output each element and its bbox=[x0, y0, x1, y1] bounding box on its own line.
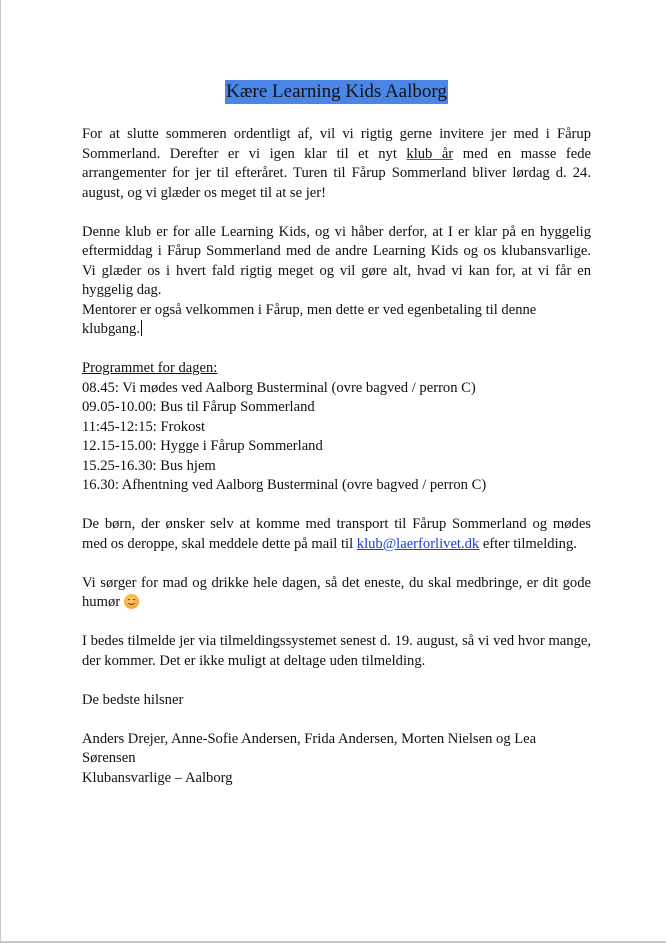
paragraph-spacer bbox=[82, 496, 591, 516]
klub-aar-link[interactable]: klub år bbox=[406, 145, 454, 162]
document-title[interactable]: Kære Learning Kids Aalborg bbox=[226, 81, 447, 102]
mentors-text: Mentorer er også velkommen i Fårup, men dette er ved egenbetaling til denne klubgang. bbox=[82, 301, 537, 337]
paragraph-spacer bbox=[82, 671, 591, 691]
signature-role: Klubansvarlige – Aalborg bbox=[82, 769, 233, 786]
program-item: 16.30: Afhentning ved Aalborg Busterminal (ovre bagved / perron C) bbox=[82, 477, 487, 493]
program-item: 09.05-10.00: Bus til Fårup Sommerland bbox=[82, 399, 315, 415]
closing-greeting: De bedste hilsner bbox=[82, 691, 184, 708]
paragraph-club-info: Denne klub er for alle Learning Kids, og vi håber derfor, at I er klar på en hyggelig eftermiddag i Fårup Sommerland med de andre Learning Kids og os klubansvarlige. Vi glæder os i hvert fald rigtig meget og vil gøre alt, hvad vi kan for, at vi får en hyggelig dag. bbox=[82, 223, 591, 298]
smiling-face-icon bbox=[124, 594, 139, 609]
paragraph-spacer bbox=[82, 554, 591, 574]
transport-text-end: efter tilmelding. bbox=[479, 535, 577, 552]
intro-text-end: med en masse fede arrangementer for jer til efteråret. Turen til Fårup Sommerland bliver lørdag d. 24. august, og vi glæder os meget til at se jer! bbox=[82, 145, 591, 201]
transport-text-start: De børn, der ønsker selv at komme med transport til Fårup Sommerland og mødes med os deroppe, skal meddele dette på mail til bbox=[82, 516, 591, 552]
paragraph-spacer bbox=[82, 203, 591, 223]
text-cursor bbox=[141, 320, 142, 336]
signature-names: Anders Drejer, Anne-Sofie Andersen, Frida Andersen, Morten Nielsen og Lea Sørensen bbox=[82, 730, 537, 766]
paragraph-registration: I bedes tilmelde jer via tilmeldingssystemet senest d. 19. august, så vi ved hvor mange, der kommer. Det er ikke muligt at deltage uden tilmelding. bbox=[82, 633, 591, 669]
program-heading: Programmet for dagen: bbox=[82, 360, 218, 376]
program-item: 11:45-12:15: Frokost bbox=[82, 418, 206, 435]
document-body[interactable] bbox=[82, 80, 591, 788]
program-item: 15.25-16.30: Bus hjem bbox=[82, 457, 216, 474]
paragraph-food bbox=[82, 574, 591, 613]
food-text: Vi sørger for mad og drikke hele dagen, så det eneste, du skal medbringe, er dit gode humør bbox=[82, 574, 591, 610]
paragraph-intro bbox=[82, 125, 591, 203]
title-line bbox=[82, 80, 591, 105]
paragraph-spacer bbox=[82, 613, 591, 633]
paragraph-spacer bbox=[82, 340, 591, 360]
intro-text-start: For at slutte sommeren ordentligt af, vil vi rigtig gerne invitere jer med i Fårup Sommerland. Derefter er vi igen klar til et nyt bbox=[82, 126, 591, 162]
paragraph-spacer bbox=[82, 710, 591, 730]
paragraph-transport bbox=[82, 515, 591, 554]
email-link[interactable]: klub@laerforlivet.dk bbox=[356, 535, 480, 552]
paragraph-mentors bbox=[82, 301, 591, 340]
program-item: 08.45: Vi mødes ved Aalborg Busterminal (ovre bagved / perron C) bbox=[82, 379, 476, 396]
program-item: 12.15-15.00: Hygge i Fårup Sommerland bbox=[82, 438, 323, 454]
